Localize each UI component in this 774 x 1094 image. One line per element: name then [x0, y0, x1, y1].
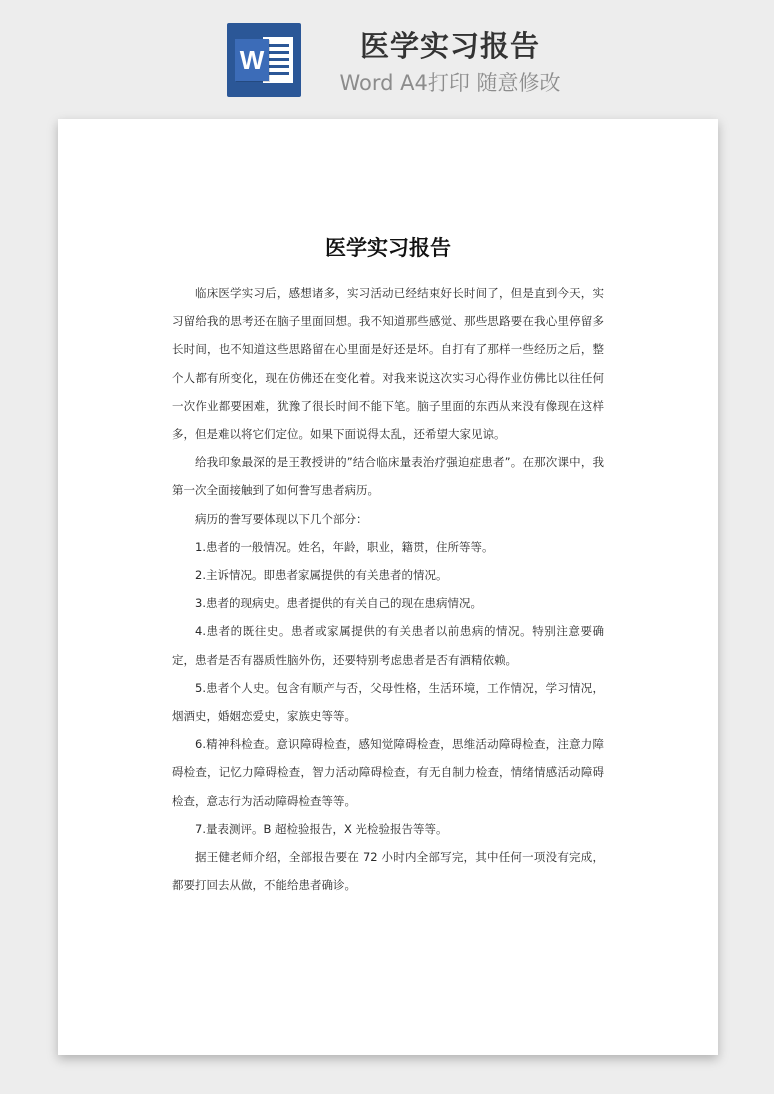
document-title: 医学实习报告: [325, 236, 451, 260]
header-subtitle: Word A4打印 随意修改: [339, 71, 561, 95]
paragraph: 7.量表测评。B 超检验报告，X 光检验报告等等。: [195, 821, 448, 836]
paragraph: 4.患者的既往史。患者或家属提供的有关患者以前患病的情况。特别注意要确定，患者是否有器质性脑外伤，还要特别考虑患者是否有酒精依赖。: [172, 624, 604, 667]
header-title: 医学实习报告: [359, 29, 540, 63]
paragraph: 6.精神科检查。意识障碍检查，感知觉障碍检查，思维活动障碍检查，注意力障碍检查，记忆力障碍检查，智力活动障碍检查，有无自制力检查，情绪情感活动障碍检查，意志行为活动障碍检查等等。: [172, 737, 604, 808]
template-header: [0, 0, 774, 110]
paragraph: 3.患者的现病史。患者提供的有关自己的现在患病情况。: [195, 596, 482, 611]
document-body: [172, 279, 604, 899]
paragraph: 病历的誊写要体现以下几个部分：: [195, 511, 368, 526]
word-icon-letter: W: [235, 39, 269, 81]
paragraph: 据王健老师介绍，全部报告要在 72 小时内全部写完，其中任何一项没有完成，都要打回去从做，不能给患者确诊。: [172, 850, 604, 893]
paragraph: 给我印象最深的是王教授讲的”结合临床量表治疗强迫症患者”。在那次课中，我第一次全面接触到了如何誊写患者病历。: [172, 455, 604, 498]
paragraph: 临床医学实习后，感想诸多，实习活动已经结束好长时间了，但是直到今天，实习留给我的思考还在脑子里面回想。我不知道那些感觉、那些思路要在我心里停留多长时间，也不知道这些思路留在心里面是好还是坏。自打有了那样一些经历之后，整个人都有所变化，现在仿佛还在变化着。对我来说这次实习心得作业仿佛比以往任何一次作业都要困难，犹豫了很长时间不能下笔。脑子里面的东西从来没有像现在这样多，但是难以将它们定位。如果下面说得太乱，还希望大家见谅。: [172, 286, 604, 442]
document-page: [58, 119, 718, 1055]
word-app-icon: [227, 23, 301, 97]
paragraph: 2.主诉情况。即患者家属提供的有关患者的情况。: [195, 568, 448, 583]
paragraph: 5.患者个人史。包含有顺产与否，父母性格，生活环境，工作情况，学习情况，烟酒史，婚姻恋爱史，家族史等等。: [172, 680, 604, 724]
paragraph: 1.患者的一般情况。姓名，年龄，职业，籍贯，住所等等。: [195, 539, 494, 554]
